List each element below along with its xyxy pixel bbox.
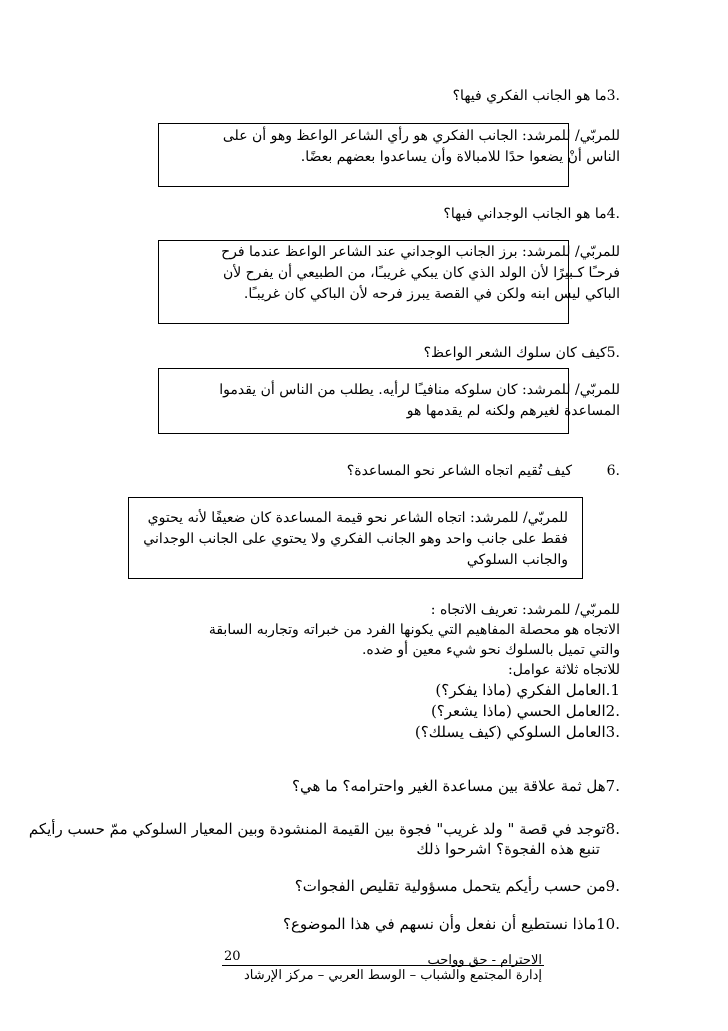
definition-line-2: والتي تميل بالسلوك نحو شيء معين أو ضده.	[361, 642, 620, 658]
question-9: .9من حسب رأيكم يتحمل مسؤولية تقليص الفجوات؟	[294, 877, 620, 895]
question-10: .10ماذا نستطيع أن نفعل وأن نسهم في هذا الموضوع؟	[283, 915, 620, 933]
answer-6-line-2: فقط على جانب واحد وهو الجانب الفكري ولا يحتوي على الجانب الوجداني	[143, 531, 568, 547]
answer-6-line-1: للمربّي/ للمرشد: اتجاه الشاعر نحو قيمة المساعدة كان ضعيفًا لأنه يحتوي	[147, 510, 568, 526]
question-5: .5كيف كان سلوك الشعر الواعظ؟	[423, 345, 620, 361]
definition-line-1: الاتجاه هو محصلة المفاهيم التي يكونها الفرد من خبراته وتجاربه السابقة	[208, 622, 620, 638]
answer-6	[138, 508, 568, 571]
answer-3-line-1: للمربّي/ للمرشد: الجانب الفكري هو رأي الشاعر الواعظ وهو أن على	[222, 128, 620, 144]
answer-6-line-3: والجانب السلوكي	[466, 552, 568, 568]
factor-2: .2العامل الحسي (ماذا يشعر؟)	[430, 702, 620, 720]
answer-4	[195, 242, 620, 305]
question-6: كيف تُقيم اتجاه الشاعر نحو المساعدة؟	[346, 463, 572, 479]
factor-3: .3العامل السلوكي (كيف يسلك؟)	[414, 723, 620, 741]
answer-3-line-2: الناس أنْ يضعوا حدًا للامبالاة وأن يساعدوا بعضهم بعضًا.	[300, 149, 620, 165]
answer-5-line-2: المساعدة لغيرهم ولكنه لم يقدمها هو	[406, 403, 620, 419]
page-number: 20	[224, 949, 241, 964]
question-3: .3ما هو الجانب الفكري فيها؟	[452, 88, 620, 104]
answer-5	[200, 380, 620, 422]
answer-5-line-1: للمربّي/ للمرشد: كان سلوكه منافيـًا لرأيه. يطلب من الناس أن يقدموا	[219, 382, 620, 398]
question-6-number: .6	[606, 463, 620, 479]
definition-heading: للمربّي/ للمرشد: تعريف الاتجاه :	[430, 602, 620, 618]
question-7: .7هل ثمة علاقة بين مساعدة الغير واحترامه؟ ما هي؟	[292, 777, 620, 795]
question-8-line-2: تنبع هذه الفجوة؟ اشرحوا ذلك	[416, 840, 600, 858]
factor-1: 1.العامل الفكري (ماذا يفكر؟)	[435, 681, 620, 699]
factors-heading: للاتجاه ثلاثة عوامل:	[508, 662, 620, 678]
question-8-line-1: .8توجد في قصة " ولد غريب" فجوة بين القيمة المنشودة وبين المعيار السلوكي ممّ حسب رأيكم	[28, 820, 620, 838]
footer-subtitle: إدارة المجتمع والشباب – الوسط العربي – مركز الإرشاد	[243, 968, 542, 983]
question-4: .4ما هو الجانب الوجداني فيها؟	[443, 206, 620, 222]
answer-4-line-2: فرحـًا كـبيرًا لأن الولد الذي كان يبكي غريبـًا، من الطبيعي أن يفرح لأن	[222, 265, 620, 281]
answer-3	[200, 126, 620, 168]
footer-title: الاحترام - حق وواجب	[427, 953, 542, 968]
definition-block	[195, 600, 620, 743]
answer-4-line-3: الباكي ليس ابنه ولكن في القصة يبرز فرحه لأن الباكي كان غريبـًا.	[243, 286, 620, 302]
answer-4-line-1: للمربّي/ للمرشد: برز الجانب الوجداني عند الشاعر الواعظ عندما فرح	[221, 244, 620, 260]
